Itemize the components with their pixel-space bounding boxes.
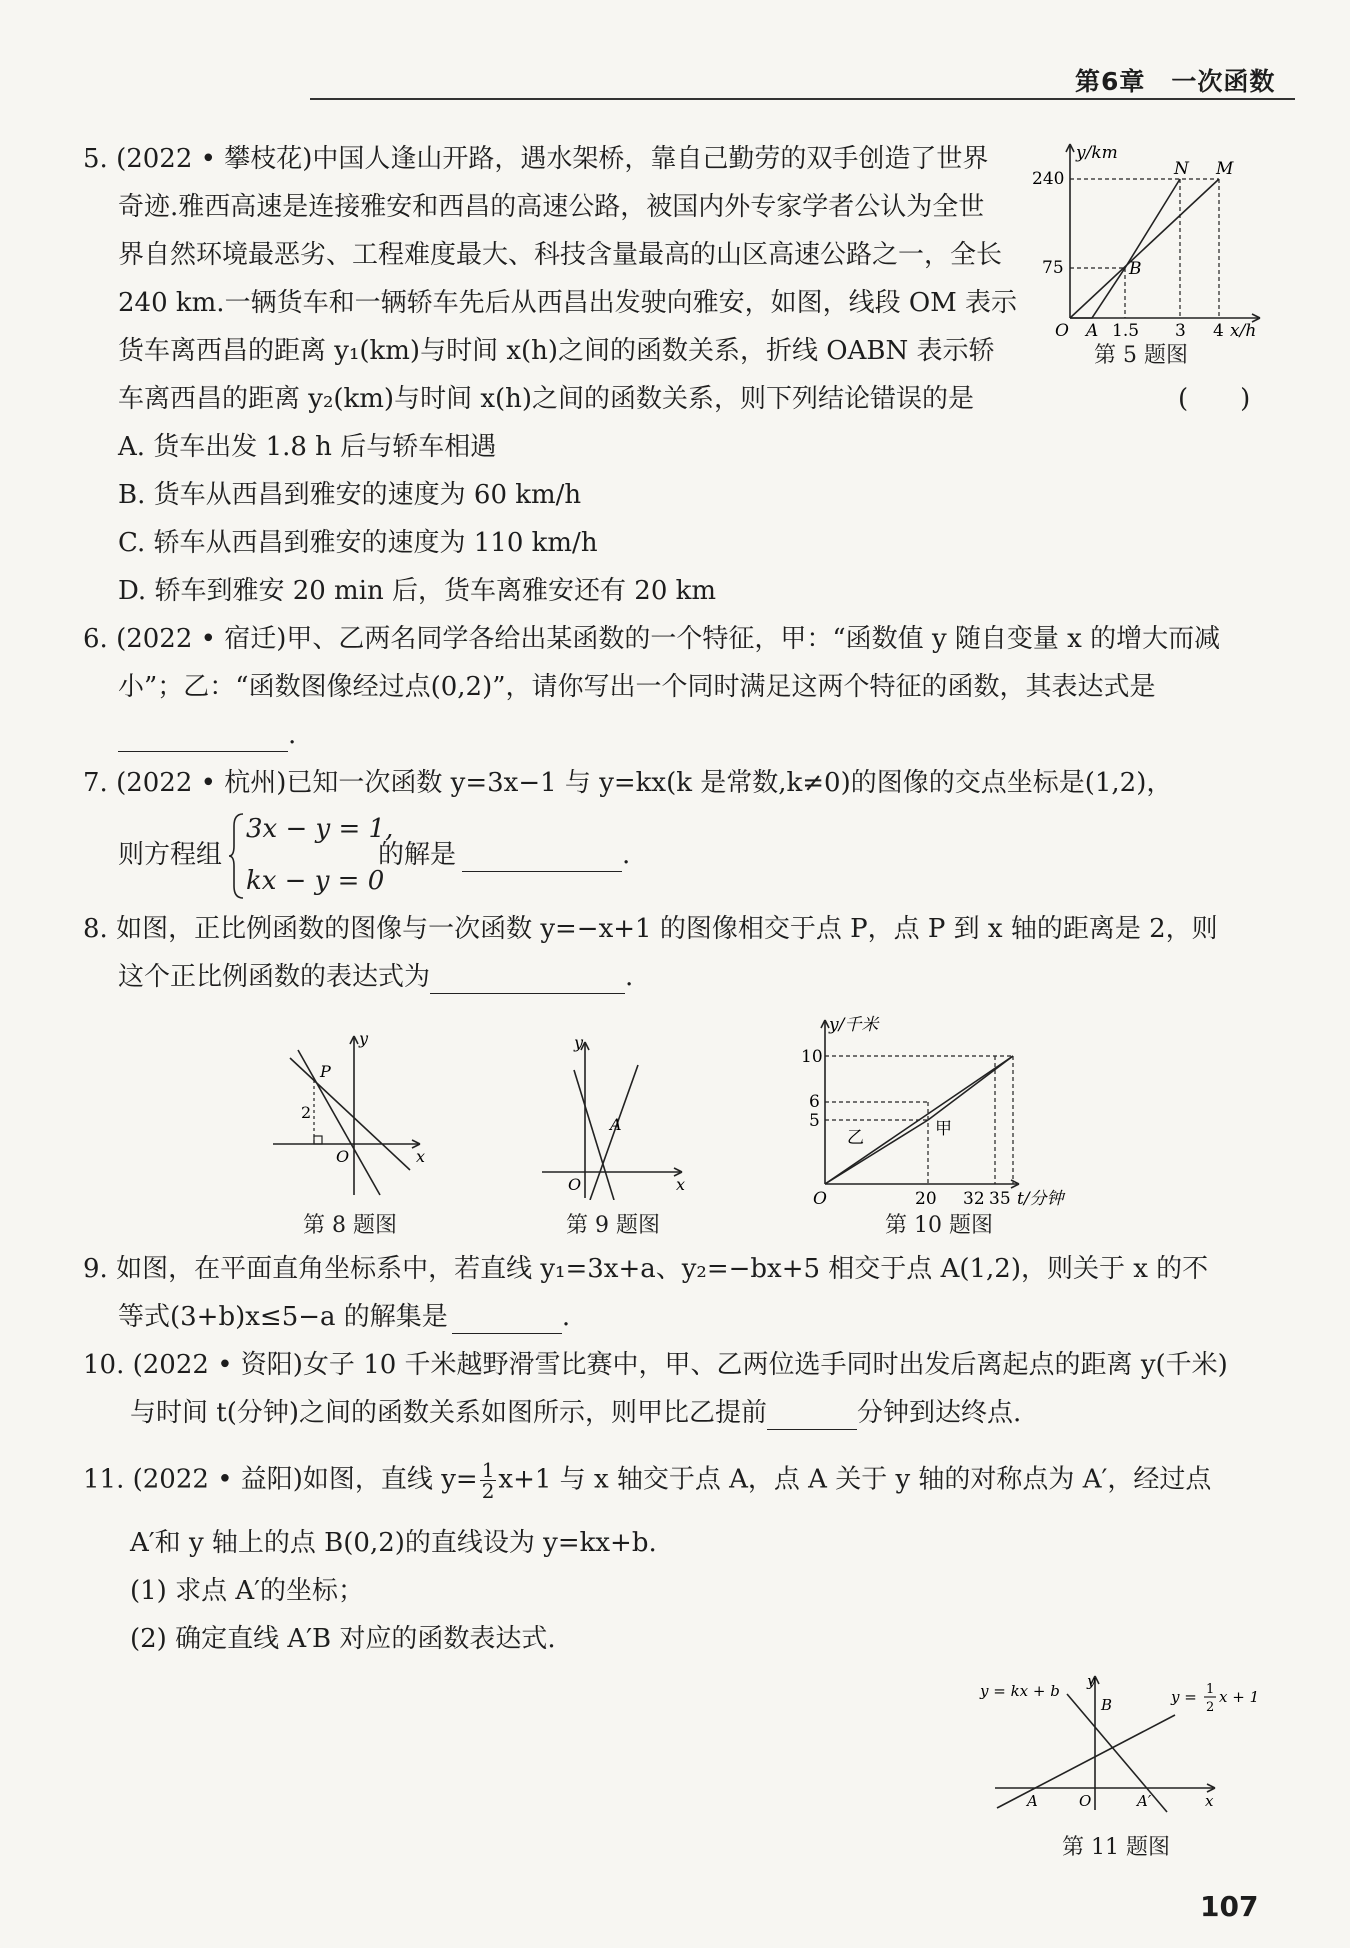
fig11-origin: O (1079, 1792, 1092, 1810)
q7-answer-row (378, 838, 630, 872)
fig8-origin: O (336, 1147, 350, 1166)
q8-line: 8. 如图，正比例函数的图像与一次函数 y=−x+1 的图像相交于点 P，点 P 到 x 轴的距离是 2，则 (83, 914, 1218, 944)
q5-line: 240 km.一辆货车和一辆轿车先后从西昌出发驶向雅安，如图，线段 OM 表示 (118, 288, 1018, 318)
fig11-eq-tail: x + 1 (1219, 1688, 1260, 1706)
fig5-point-n: N (1174, 159, 1189, 179)
fig10-xtick: 20 (915, 1189, 937, 1209)
figure-10-caption: 第 10 题图 (885, 1213, 993, 1238)
q5-line: 奇迹.雅西高速是连接雅安和西昌的高速公路，被国内外专家学者公认为全世 (118, 192, 985, 222)
q8-end: . (625, 962, 634, 992)
q7-system (246, 812, 393, 898)
figure-9 (540, 1030, 700, 1200)
fig9-point-a: A (610, 1115, 622, 1134)
q11-line-2: A′和 y 轴上的点 B(0,2)的直线设为 y=kx+b. (130, 1528, 657, 1558)
fig8-y-label: y (359, 1030, 369, 1048)
fig5-xtick: A (1086, 321, 1099, 341)
fig10-xtick: 32 (963, 1189, 985, 1209)
fig5-y-axis-label: y/km (1076, 143, 1118, 163)
q8-answer-blank[interactable] (430, 967, 625, 994)
q6-answer-row (118, 718, 296, 752)
q9-line: 9. 如图，在平面直角坐标系中，若直线 y₁=3x+a、y₂=−bx+5 相交于点 A(1,2)，则关于 x 的不 (83, 1254, 1209, 1284)
fig5-xtick: 4 (1213, 321, 1224, 341)
q7-answer-blank[interactable] (462, 845, 622, 872)
fig5-origin: O (1055, 321, 1069, 341)
q7-line: 7. (2022 • 杭州)已知一次函数 y=3x−1 与 y=kx(k 是常数,k≠0)的图像的交点坐标是(1,2)， (83, 768, 1173, 798)
fig10-series-yi: 乙 (847, 1128, 864, 1148)
fig10-ytick: 6 (809, 1092, 820, 1112)
answer-parentheses: ( ) (1178, 384, 1251, 414)
q6-line: 小”；乙：“函数图像经过点(0,2)”，请你写出一个同时满足这两个特征的函数，其表达式是 (118, 672, 1156, 702)
fig10-series-jia: 甲 (935, 1119, 952, 1139)
q5-option-c: C. 轿车从西昌到雅安的速度为 110 km/h (118, 528, 598, 558)
fig5-point-b: B (1129, 259, 1142, 279)
q5-line: 车离西昌的距离 y₂(km)与时间 x(h)之间的函数关系，则下列结论错误的是 (118, 384, 975, 414)
figure-8 (268, 1030, 438, 1200)
page-number: 107 (1200, 1890, 1259, 1923)
header-rule (310, 98, 1295, 100)
fig8-point-p: P (320, 1062, 331, 1081)
q5-option-d: D. 轿车到雅安 20 min 后，货车离雅安还有 20 km (118, 576, 717, 606)
fig11-point-b: B (1101, 1696, 1113, 1714)
fig11-frac-den: 2 (1206, 1700, 1215, 1715)
fig11-y-label: y (1087, 1672, 1096, 1690)
q5-option-b: B. 货车从西昌到雅安的速度为 60 km/h (118, 480, 582, 510)
fig10-origin: O (813, 1189, 827, 1209)
fig9-origin: O (568, 1175, 582, 1194)
chapter-title: 第6章 一次函数 (1075, 67, 1276, 96)
q5-option-a: A. 货车出发 1.8 h 后与轿车相遇 (118, 432, 497, 462)
q9-line: 等式(3+b)x≤5−a 的解集是 (118, 1302, 448, 1332)
q9-answer-blank[interactable] (452, 1307, 562, 1334)
q7-equation-1: 3x − y = 1, (246, 814, 394, 844)
q9-answer-row (118, 1300, 570, 1334)
fig9-y-label: y (574, 1033, 584, 1052)
q5-line: 货车离西昌的距离 y₁(km)与时间 x(h)之间的函数关系，折线 OABN 表示轿 (118, 336, 995, 366)
q11-fraction: $\frac{1}{2}$ (481, 1458, 495, 1503)
fig9-x-label: x (676, 1175, 686, 1194)
fig8-distance-label: 2 (301, 1103, 312, 1122)
q11-text-a: 11. (2022 • 益阳)如图，直线 y= (83, 1464, 478, 1495)
q6-end: . (288, 720, 297, 750)
fig11-point-a-prime: A′ (1137, 1792, 1152, 1810)
q7-end: . (622, 840, 631, 870)
q11-subquestion-2: (2) 确定直线 A′B 对应的函数表达式. (130, 1624, 556, 1654)
figure-8-caption: 第 8 题图 (303, 1213, 397, 1238)
fig10-x-axis-label: t/分钟 (1017, 1189, 1064, 1209)
fig11-x-label: x (1205, 1792, 1214, 1810)
fig5-point-m: M (1216, 159, 1234, 179)
fig5-xtick: 3 (1175, 321, 1186, 341)
figure-5-caption: 第 5 题图 (1094, 343, 1188, 368)
q6-answer-blank[interactable] (118, 725, 288, 752)
q11-subquestion-1: (1) 求点 A′的坐标； (130, 1576, 365, 1606)
q7-suffix: 的解是 (378, 840, 457, 870)
q11-text-b: x+1 与 x 轴交于点 A，点 A 关于 y 轴的对称点为 A′，经过点 (498, 1464, 1212, 1495)
fig11-point-a: A (1027, 1792, 1038, 1810)
fig11-line-half-x-label: y = (1171, 1688, 1197, 1706)
fig10-y-axis-label: y/千米 (829, 1015, 879, 1035)
q10-line: 10. (2022 • 资阳)女子 10 千米越野滑雪比赛中，甲、乙两位选手同时出发后离起点的距离 y(千米) (83, 1350, 1228, 1380)
q5-line: 5. (2022 • 攀枝花)中国人逢山开路，遇水架桥，靠自己勤劳的双手创造了世界 (83, 144, 989, 174)
q8-answer-row (118, 960, 633, 994)
q10-end: 分钟到达终点. (857, 1398, 1022, 1428)
fig5-x-axis-label: x/h (1230, 321, 1257, 341)
q9-end: . (561, 1302, 571, 1332)
figure-9-caption: 第 9 题图 (566, 1213, 660, 1238)
q11-line-1 (83, 1460, 1211, 1501)
fig10-ytick: 10 (801, 1047, 823, 1067)
fig5-ytick: 75 (1042, 258, 1064, 278)
fig11-line-kx-b-label: y = kx + b (980, 1682, 1060, 1700)
fig5-ytick: 240 (1032, 169, 1065, 189)
q6-line: 6. (2022 • 宿迁)甲、乙两名同学各给出某函数的一个特征，甲：“函数值 y 随自变量 x 的增大而减 (83, 624, 1221, 654)
figure-10 (795, 1010, 1085, 1210)
q8-line: 这个正比例函数的表达式为 (118, 962, 431, 992)
q7-brace (228, 812, 246, 900)
figure-11-caption: 第 11 题图 (1062, 1835, 1170, 1860)
q10-answer-row (130, 1396, 1021, 1430)
fig11-frac-num: 1 (1206, 1682, 1215, 1697)
fig5-xtick: 1.5 (1112, 321, 1140, 341)
fig10-ytick: 5 (809, 1111, 820, 1131)
q5-line: 界自然环境最恶劣、工程难度最大、科技含量最高的山区高速公路之一，全长 (118, 240, 1003, 270)
q7-prefix: 则方程组 (118, 840, 223, 870)
q7-equation-2: kx − y = 0 (246, 866, 385, 896)
q10-answer-blank[interactable] (767, 1403, 857, 1430)
figure-5 (1030, 136, 1270, 366)
q10-line: 与时间 t(分钟)之间的函数关系如图所示，则甲比乙提前 (130, 1398, 768, 1428)
fig10-xtick: 35 (989, 1189, 1011, 1209)
fig8-x-label: x (416, 1147, 426, 1166)
figure-11 (975, 1670, 1275, 1815)
